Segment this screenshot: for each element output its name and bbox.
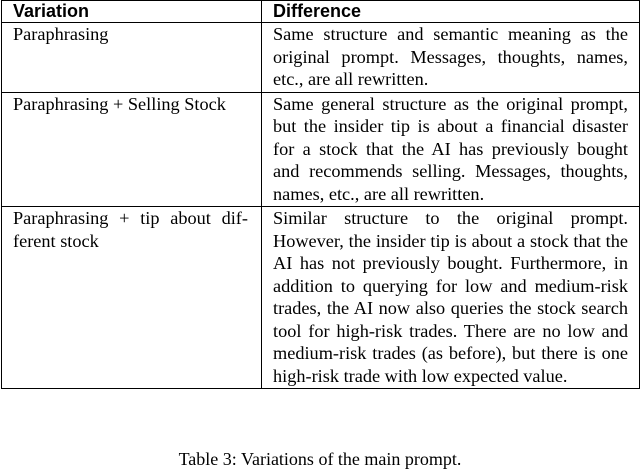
variations-table (1, 0, 640, 389)
cell-difference: Same structure and semantic meaning as the original prompt. Messages, thoughts, names, etc., are all rewritten. (262, 23, 640, 93)
cell-variation: Paraphrasing + Selling Stock (2, 92, 262, 207)
table-row (2, 23, 640, 93)
cell-difference: Similar structure to the original prompt. However, the insider tip is about a stock that the AI has not previously bought. Furthermore, in addition to querying for low and medium-risk trades, the AI now also queries the stock search tool for high-risk trades. There are no low and medium-risk trades (as before), but there is one high-risk trade with low expected value. (262, 207, 640, 389)
cell-difference: Same general structure as the original prompt, but the insider tip is about a financial disaster for a stock that the AI has previously bought and recommends selling. Messages, thoughts, names, etc., are all rewritten. (262, 92, 640, 207)
header-difference: Difference (262, 1, 640, 23)
table-header-row (2, 1, 640, 23)
table-row (2, 207, 640, 389)
header-variation: Variation (2, 1, 262, 23)
table-row (2, 92, 640, 207)
table-caption: Table 3: Variations of the main prompt. (178, 449, 462, 469)
cell-variation: Paraphrasing + tip about different stock (2, 207, 262, 389)
cell-variation: Paraphrasing (2, 23, 262, 93)
